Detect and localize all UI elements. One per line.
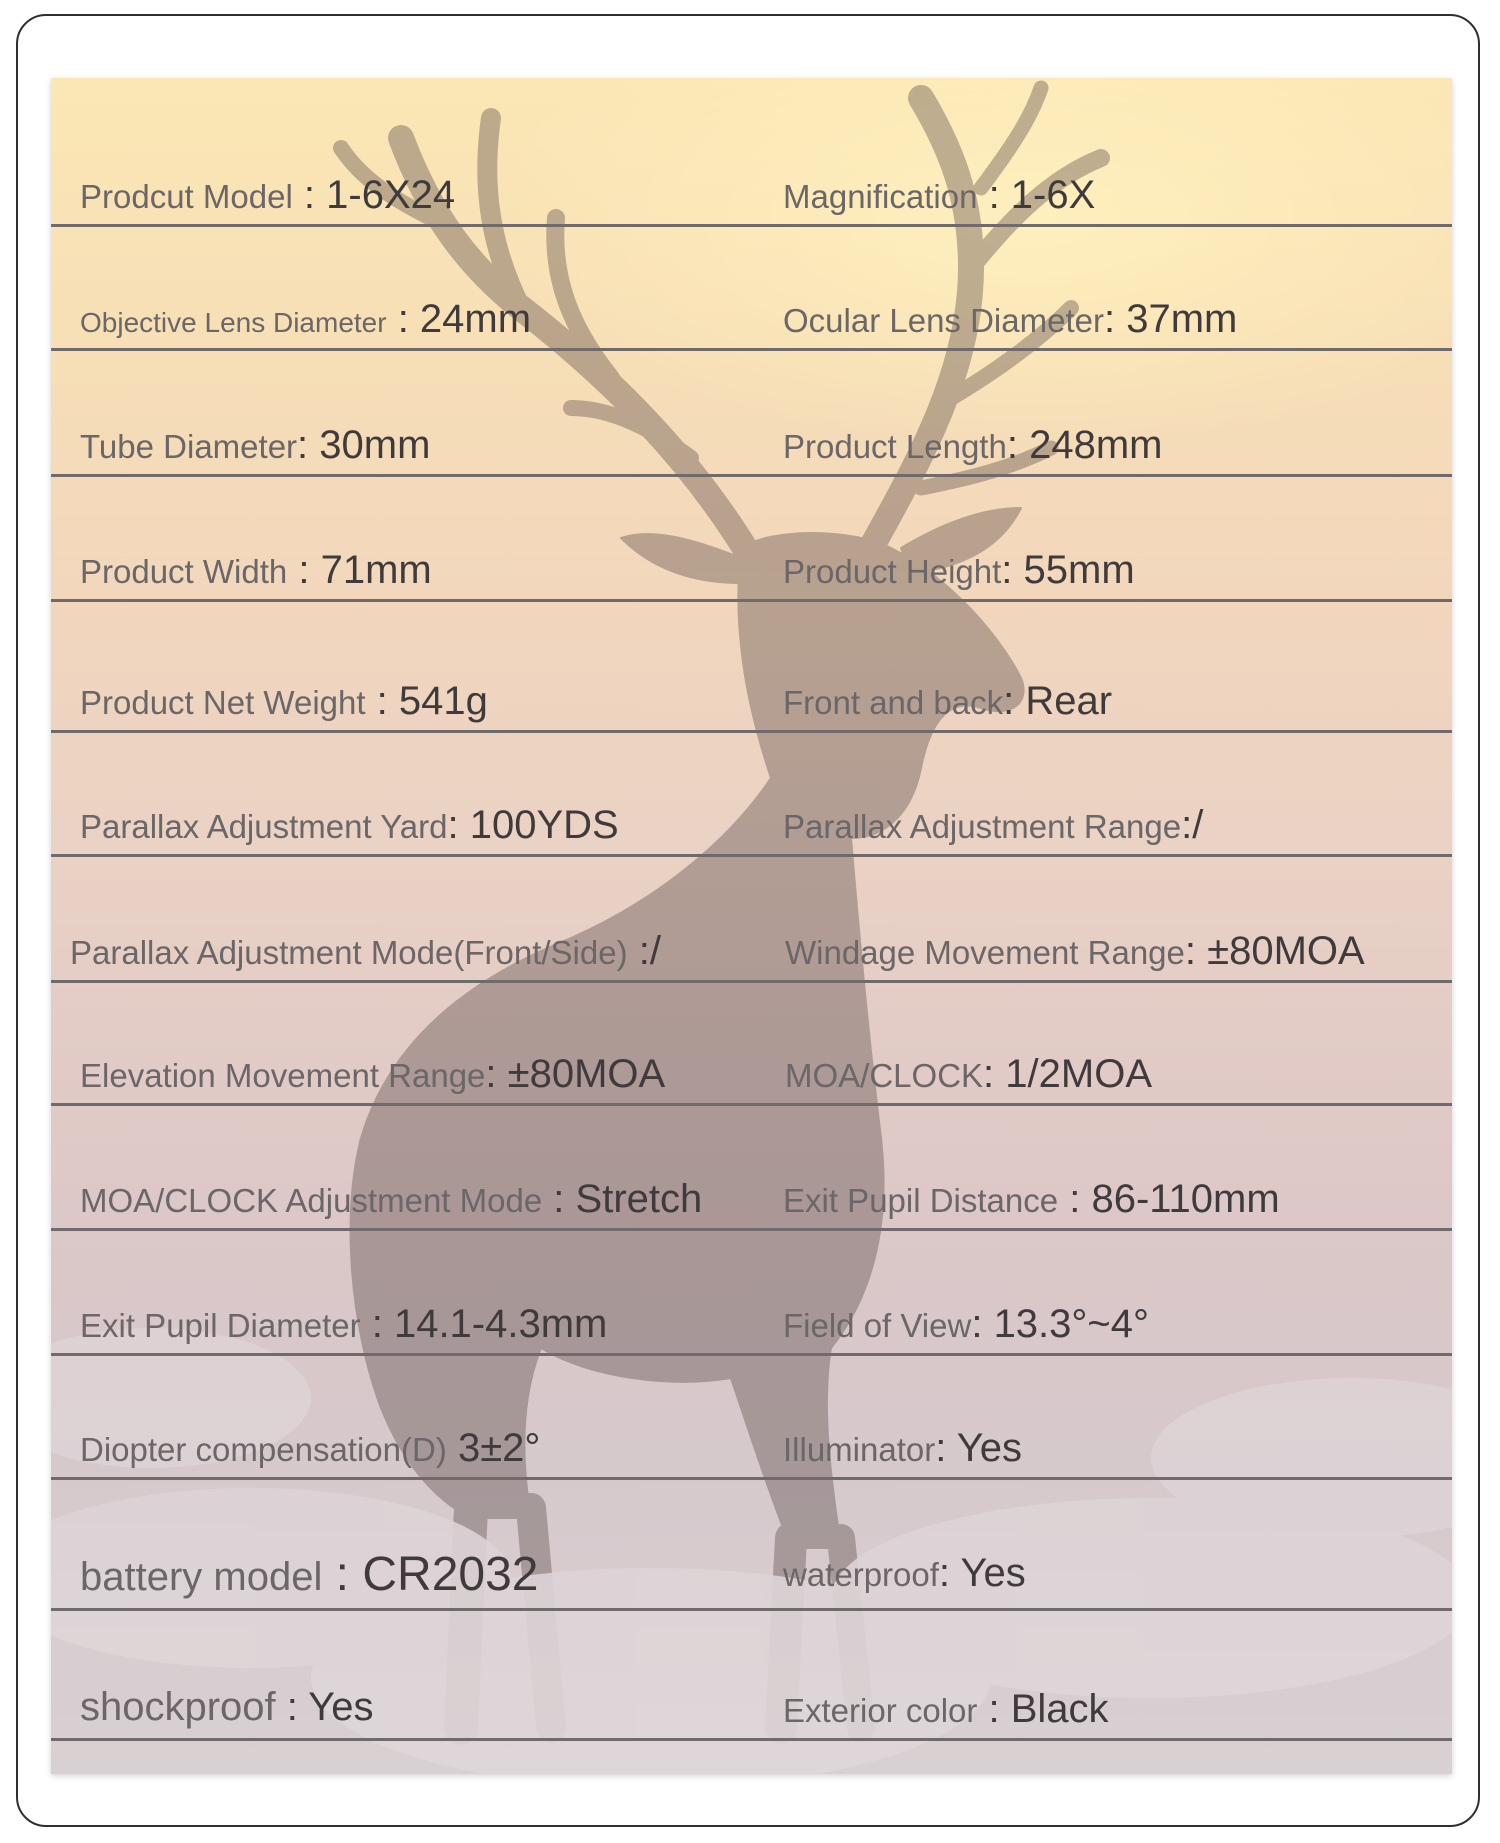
spec-label: MOA/CLOCK Adjustment Mode xyxy=(80,1182,543,1219)
spec-value: 1-6X xyxy=(1010,173,1096,217)
spec-separator: : xyxy=(938,1551,961,1595)
spec-label: Parallax Adjustment Mode(Front/Side) xyxy=(70,934,628,971)
spec-left-cell xyxy=(80,297,531,342)
spec-label: MOA/CLOCK xyxy=(785,1057,984,1094)
spec-row xyxy=(51,602,1452,733)
spec-separator: : xyxy=(365,679,399,723)
spec-separator: : xyxy=(1181,803,1193,847)
spec-value: Yes xyxy=(960,1551,1026,1595)
spec-separator: : xyxy=(935,1426,957,1470)
spec-label: Product Height xyxy=(783,553,1002,590)
spec-value: 248mm xyxy=(1029,423,1163,467)
spec-separator: : xyxy=(360,1302,394,1346)
spec-right-cell xyxy=(783,803,1203,848)
spec-separator: : xyxy=(1103,297,1127,341)
spec-separator: : xyxy=(542,1177,576,1221)
spec-right-cell xyxy=(783,1426,1022,1471)
spec-separator: : xyxy=(322,1548,363,1601)
spec-value: 3±2° xyxy=(457,1426,541,1470)
spec-separator: : xyxy=(977,173,1011,217)
spec-row xyxy=(51,78,1452,227)
spec-label: shockproof xyxy=(80,1685,276,1729)
spec-value: Rear xyxy=(1025,679,1113,723)
spec-right-cell xyxy=(783,173,1095,218)
spec-value: 55mm xyxy=(1023,548,1135,592)
spec-separator: : xyxy=(1058,1177,1092,1221)
spec-label: Windage Movement Range xyxy=(785,934,1185,971)
spec-right-cell xyxy=(783,1551,1026,1596)
spec-right-cell xyxy=(783,1302,1149,1347)
spec-row xyxy=(51,477,1452,602)
spec-label: Elevation Movement Range xyxy=(80,1057,486,1094)
spec-row xyxy=(51,351,1452,477)
spec-row xyxy=(51,227,1452,351)
spec-separator: : xyxy=(447,803,470,847)
spec-value: 100YDS xyxy=(469,803,619,847)
spec-value: Yes xyxy=(956,1426,1023,1470)
spec-panel xyxy=(51,78,1452,1774)
spec-left-cell xyxy=(80,1177,702,1222)
spec-left-cell xyxy=(80,548,432,593)
spec-value: / xyxy=(1192,803,1204,847)
spec-row xyxy=(51,1356,1452,1480)
spec-value: 30mm xyxy=(319,423,431,467)
spec-label: Magnification xyxy=(783,178,978,215)
spec-separator: : xyxy=(1006,423,1030,467)
spec-left-cell xyxy=(80,1547,538,1602)
spec-right-cell xyxy=(783,297,1237,342)
spec-label: Exterior color xyxy=(783,1692,978,1729)
spec-value: Yes xyxy=(308,1685,374,1729)
spec-row xyxy=(51,1231,1452,1356)
spec-value: 71mm xyxy=(320,548,432,592)
spec-label: Product Width xyxy=(80,553,288,590)
spec-left-cell xyxy=(80,1426,540,1471)
spec-label: Field of View xyxy=(783,1307,972,1344)
spec-separator: : xyxy=(386,297,420,341)
spec-row xyxy=(51,1611,1452,1741)
spec-separator: : xyxy=(275,1685,309,1729)
spec-label: Product Net Weight xyxy=(80,684,366,721)
spec-value: Stretch xyxy=(575,1177,703,1221)
spec-row xyxy=(51,1480,1452,1611)
spec-separator: : xyxy=(287,548,321,592)
spec-label: Parallax Adjustment Yard xyxy=(80,808,448,845)
spec-label: Parallax Adjustment Range xyxy=(783,808,1182,845)
spec-right-cell xyxy=(783,1687,1109,1732)
spec-label: waterproof xyxy=(783,1556,939,1593)
spec-right-cell xyxy=(783,1177,1280,1222)
spec-label: Front and back xyxy=(783,684,1004,721)
spec-value: 24mm xyxy=(419,297,532,341)
spec-left-cell xyxy=(80,679,488,724)
spec-table xyxy=(51,78,1452,1774)
spec-label: Objective Lens Diameter xyxy=(80,307,387,338)
spec-separator: : xyxy=(292,173,327,217)
spec-right-cell xyxy=(785,929,1365,974)
spec-value: / xyxy=(649,929,661,973)
spec-label: Tube Diameter xyxy=(80,428,298,465)
spec-separator: : xyxy=(1003,679,1026,723)
spec-row xyxy=(51,733,1452,857)
spec-value: CR2032 xyxy=(362,1548,539,1601)
spec-left-cell xyxy=(80,803,619,848)
spec-left-cell xyxy=(80,1685,374,1730)
spec-separator: : xyxy=(297,423,320,467)
spec-left-cell xyxy=(70,929,661,974)
spec-row xyxy=(51,1106,1452,1231)
spec-separator: : xyxy=(485,1052,508,1096)
spec-label: Exit Pupil Diameter xyxy=(80,1307,361,1344)
spec-left-cell xyxy=(80,1052,665,1097)
spec-separator: : xyxy=(977,1687,1011,1731)
spec-value: 13.3°~4° xyxy=(993,1302,1150,1346)
spec-right-cell xyxy=(783,548,1135,593)
spec-label: battery model xyxy=(80,1555,323,1599)
spec-value: 1-6X24 xyxy=(326,173,456,217)
spec-separator: : xyxy=(971,1302,994,1346)
spec-separator: : xyxy=(1001,548,1024,592)
spec-row xyxy=(51,983,1452,1106)
spec-label: Diopter compensation(D) xyxy=(80,1431,447,1468)
spec-value: ±80MOA xyxy=(507,1052,666,1096)
spec-value: 1/2MOA xyxy=(1005,1052,1152,1096)
spec-label: Ocular Lens Diameter xyxy=(783,302,1104,339)
spec-row xyxy=(51,857,1452,983)
spec-value: 14.1-4.3mm xyxy=(393,1302,608,1346)
spec-label: Prodcut Model xyxy=(80,178,293,215)
spec-label: Exit Pupil Distance xyxy=(783,1182,1059,1219)
spec-right-cell xyxy=(783,423,1162,468)
spec-right-cell xyxy=(783,679,1112,724)
spec-separator: : xyxy=(983,1052,1006,1096)
spec-value: 37mm xyxy=(1126,297,1238,341)
spec-label: Illuminator xyxy=(783,1431,936,1468)
spec-right-cell xyxy=(785,1052,1152,1097)
spec-value: 86-110mm xyxy=(1091,1177,1280,1221)
spec-left-cell xyxy=(80,173,455,218)
spec-value: 541g xyxy=(398,679,488,723)
spec-separator: : xyxy=(627,929,650,973)
spec-label: Product Length xyxy=(783,428,1007,465)
spec-separator xyxy=(447,1426,458,1470)
spec-left-cell xyxy=(80,1302,607,1347)
spec-separator: : xyxy=(1184,929,1208,973)
spec-value: ±80MOA xyxy=(1207,929,1365,973)
spec-left-cell xyxy=(80,423,430,468)
spec-value: Black xyxy=(1010,1687,1109,1731)
